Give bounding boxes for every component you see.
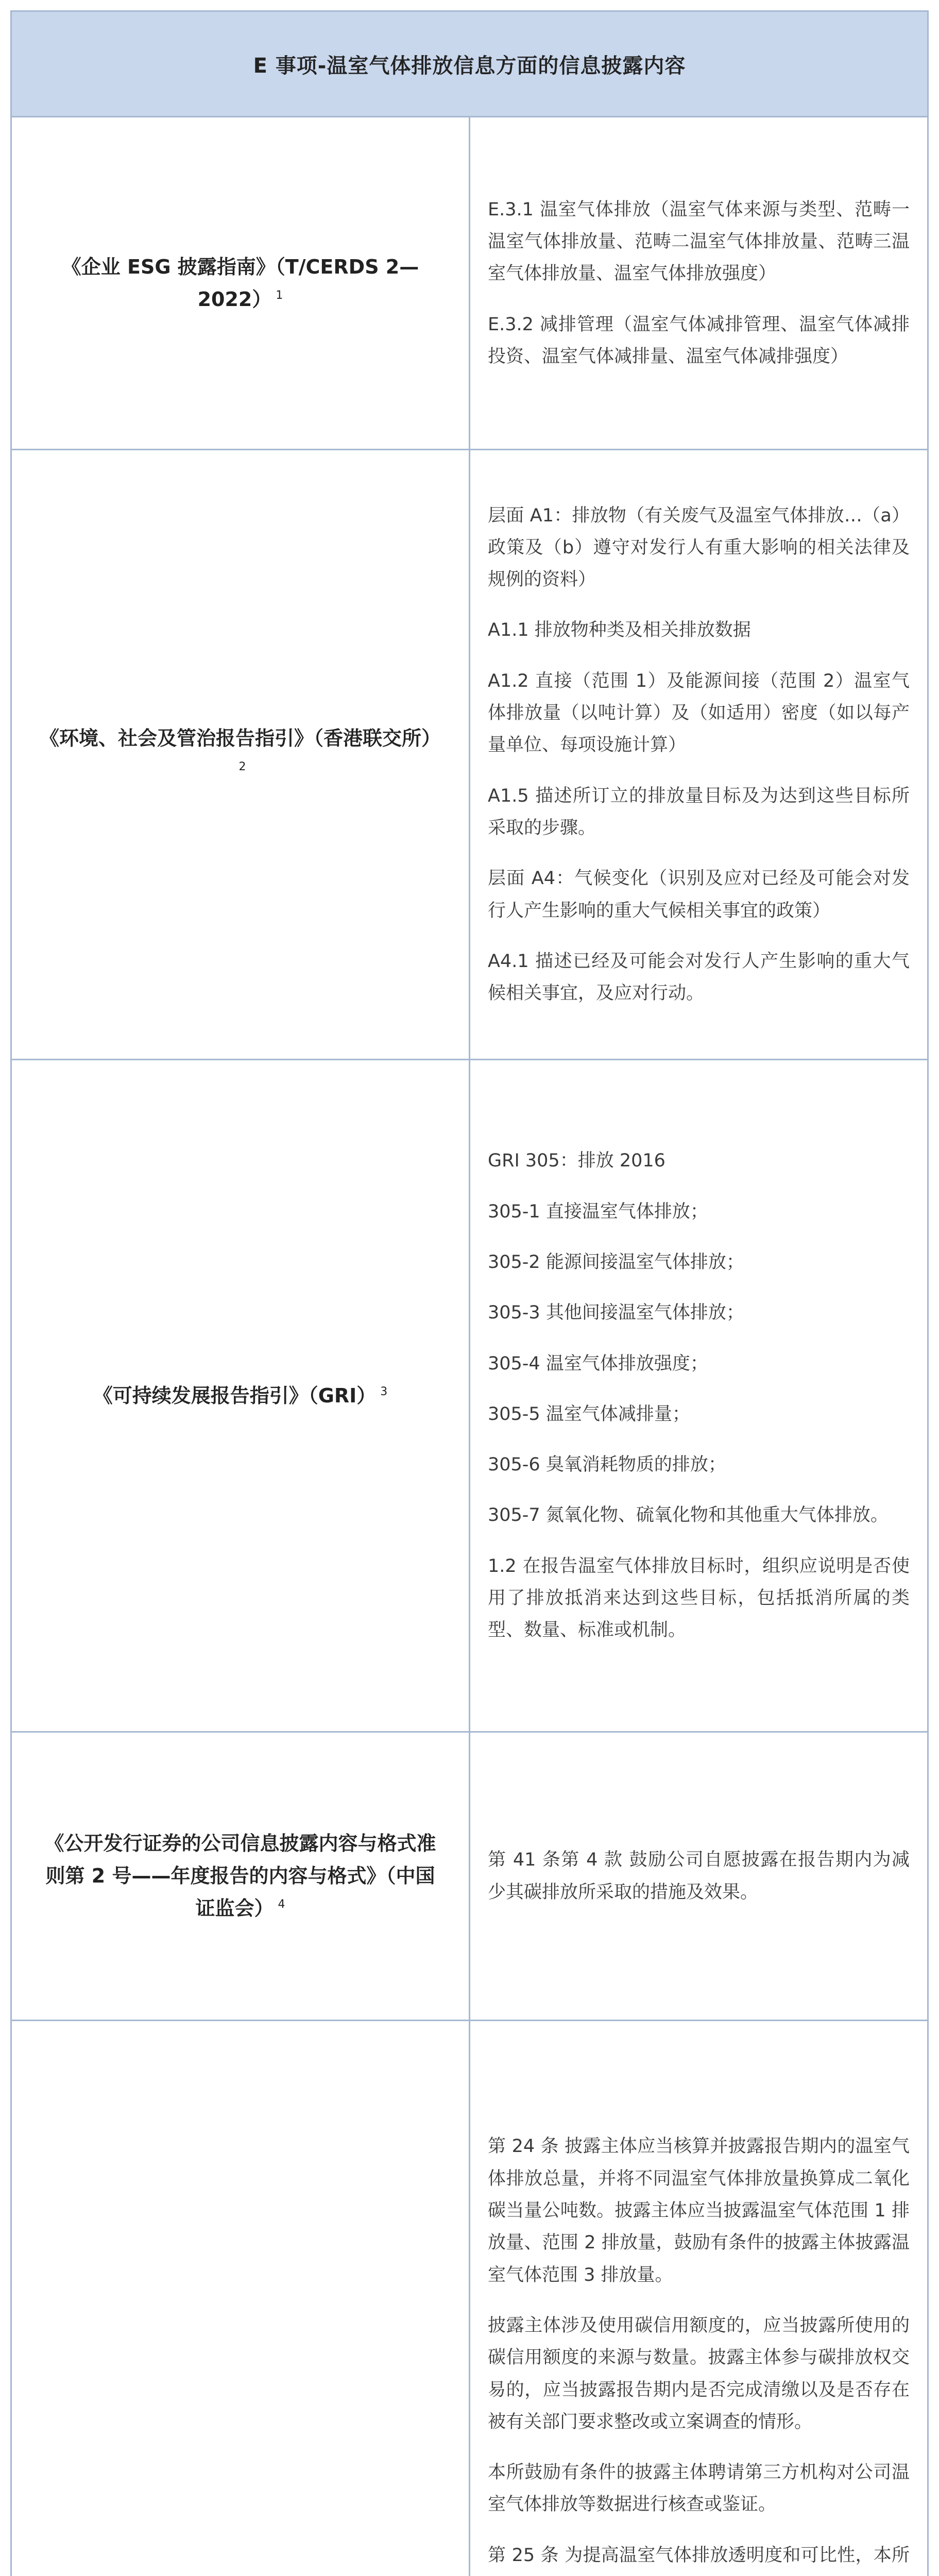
- source-name: 《企业 ESG 披露指南》（T/CERDS 2—2022） $^1$: [61, 255, 419, 311]
- clause-paragraph: 层面 A1：排放物（有关废气及温室气体排放…（a）政策及（b）遵守对发行人有重大影响的相关法律及规例的资料）: [488, 505, 910, 590]
- footnote-marker: 2: [238, 760, 246, 773]
- clause-paragraph: 1.2 在报告温室气体排放目标时，组织应说明是否使用了排放抵消来达到这些目标，包括抵消所属的类型、数量、标准或机制。: [488, 1555, 910, 1641]
- table-row: [11, 450, 928, 1060]
- content-cell: [470, 2021, 928, 2576]
- clause-paragraph: 305-5 温室气体减排量；: [488, 1403, 690, 1425]
- table-row: [11, 1060, 928, 1732]
- clause-paragraph: 305-2 能源间接温室气体排放；: [488, 1251, 744, 1273]
- clause-paragraph: E.3.2 减排管理（温室气体减排管理、温室气体减排投资、温室气体减排量、温室气体减排强度）: [488, 314, 910, 367]
- footnote-marker: 4: [278, 1898, 285, 1911]
- content-cell: [470, 1060, 928, 1732]
- clause-paragraph: 第 41 条第 4 款 鼓励公司自愿披露在报告期内为减少其碳排放所采取的措施及效果。: [488, 1850, 910, 1903]
- source-name: 《可持续发展报告指引》（GRI） $^3$: [93, 1384, 388, 1407]
- source-cell: [11, 2021, 470, 2576]
- content-cell: [470, 450, 928, 1060]
- clause-paragraph: 305-6 臭氧消耗物质的排放；: [488, 1454, 726, 1476]
- clause-paragraph: E.3.1 温室气体排放（温室气体来源与类型、范畴一温室气体排放量、范畴二温室气体排放量、范畴三温室气体排放量、温室气体排放强度）: [488, 199, 910, 284]
- source-cell: [11, 117, 470, 450]
- table-row: [11, 2021, 928, 2576]
- clause-paragraph: GRI 305：排放 2016: [488, 1150, 665, 1172]
- clause-paragraph: 本所鼓励有条件的披露主体聘请第三方机构对公司温室气体排放等数据进行核查或鉴证。: [488, 2462, 910, 2515]
- clause-paragraph: 披露主体涉及使用碳信用额度的，应当披露所使用的碳信用额度的来源与数量。披露主体参与碳排放权交易的，应当披露报告期内是否完成清缴以及是否存在被有关部门要求整改或立案调查的情形。: [488, 2315, 910, 2432]
- source-name: 《公开发行证券的公司信息披露内容与格式准则第 2 号——年度报告的内容与格式》（中国证监会） $^4$: [44, 1832, 436, 1920]
- clause-paragraph: 第 24 条 披露主体应当核算并披露报告期内的温室气体排放总量，并将不同温室气体排放量换算成二氧化碳当量公吨数。披露主体应当披露温室气体范围 1 排放量、范围 2 排放量，鼓励有条件的披露主体披露温室气体范围 3 排放量。: [488, 2136, 910, 2285]
- table-row: [11, 117, 928, 450]
- clause-paragraph: 305-3 其他间接温室气体排放；: [488, 1302, 744, 1324]
- clause-paragraph: 305-1 直接温室气体排放；: [488, 1201, 708, 1222]
- table-row: [11, 1732, 928, 2021]
- clause-paragraph: 层面 A4：气候变化（识别及应对已经及可能会对发行人产生影响的重大气候相关事宜的政策）: [488, 868, 910, 921]
- clause-paragraph: A4.1 描述已经及可能会对发行人产生影响的重大气候相关事宜，及应对行动。: [488, 951, 910, 1004]
- clause-paragraph: A1.2 直接（范围 1）及能源间接（范围 2）温室气体排放量（以吨计算）及（如适用）密度（如以每产量单位、每项设施计算）: [488, 670, 910, 756]
- source-name: 《环境、社会及管治报告指引》（香港联交所）$^2$: [39, 726, 441, 773]
- clause-paragraph: 305-4 温室气体排放强度；: [488, 1353, 708, 1374]
- source-cell: [11, 450, 470, 1060]
- clause-paragraph: A1.1 排放物种类及相关排放数据: [488, 620, 751, 641]
- table-title: E 事项-温室气体排放信息方面的信息披露内容: [11, 11, 928, 117]
- footnote-marker: 1: [276, 289, 283, 302]
- content-cell: [470, 1732, 928, 2021]
- clause-paragraph: 第 25 条 为提高温室气体排放透明度和可比性，本所: [488, 2545, 910, 2566]
- source-cell: [11, 1732, 470, 2021]
- clause-paragraph: A1.5 描述所订立的排放量目标及为达到这些目标所采取的步骤。: [488, 785, 910, 838]
- content-cell: [470, 117, 928, 450]
- clause-paragraph: 305-7 氮氧化物、硫氧化物和其他重大气体排放。: [488, 1505, 889, 1526]
- footnote-marker: 3: [380, 1385, 388, 1398]
- disclosure-table: [10, 10, 929, 2576]
- source-cell: [11, 1060, 470, 1732]
